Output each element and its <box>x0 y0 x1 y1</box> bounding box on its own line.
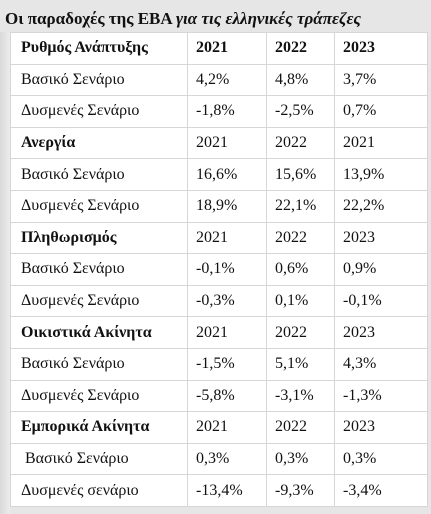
value-cell: 0,1% <box>267 285 335 317</box>
section-header-row <box>11 33 428 65</box>
value-cell: -5,8% <box>188 380 267 412</box>
value-cell: -3,1% <box>267 380 335 412</box>
scenario-label: Δυσμενές Σενάριο <box>11 285 188 317</box>
section-header-row <box>11 412 428 444</box>
value-cell: 0,7% <box>335 96 428 128</box>
table-row <box>11 159 428 191</box>
section-header-row <box>11 127 428 159</box>
scenario-label: Βασικό Σενάριο <box>11 159 188 191</box>
year-cell: 2021 <box>188 317 267 349</box>
table-row <box>11 348 428 380</box>
table-row <box>11 285 428 317</box>
table-row <box>11 64 428 96</box>
section-label: Εμπορικά Ακίνητα <box>11 412 188 444</box>
scenario-label: Δυσμενές Σενάριο <box>11 380 188 412</box>
value-cell: 22,1% <box>267 190 335 222</box>
table-row <box>11 96 428 128</box>
value-cell: -3,4% <box>335 475 428 507</box>
table-row <box>11 190 428 222</box>
value-cell: -13,4% <box>188 475 267 507</box>
value-cell: 0,9% <box>335 254 428 286</box>
year-cell: 2021 <box>188 412 267 444</box>
table-row <box>11 443 428 475</box>
page-left-margin <box>0 32 10 514</box>
scenario-label: Βασικό Σενάριο <box>11 348 188 380</box>
scenario-label: Βασικό Σενάριο <box>11 254 188 286</box>
year-cell: 2023 <box>335 222 428 254</box>
table-row <box>11 380 428 412</box>
value-cell: 3,7% <box>335 64 428 96</box>
section-label: Ρυθμός Ανάπτυξης <box>11 33 188 65</box>
title-italic-part: για τις ελληνικές τράπεζες <box>175 9 361 28</box>
section-header-row <box>11 317 428 349</box>
year-cell: 2022 <box>267 127 335 159</box>
value-cell: -1,8% <box>188 96 267 128</box>
value-cell: 0,3% <box>188 443 267 475</box>
value-cell: 22,2% <box>335 190 428 222</box>
year-cell: 2023 <box>335 317 428 349</box>
value-cell: 15,6% <box>267 159 335 191</box>
value-cell: 4,8% <box>267 64 335 96</box>
year-cell: 2022 <box>267 222 335 254</box>
table-row <box>11 475 428 507</box>
value-cell: 18,9% <box>188 190 267 222</box>
value-cell: 5,1% <box>267 348 335 380</box>
scenario-label: Δυσμενές σενάριο <box>11 475 188 507</box>
value-cell: -2,5% <box>267 96 335 128</box>
value-cell: 4,2% <box>188 64 267 96</box>
value-cell: 0,6% <box>267 254 335 286</box>
year-cell: 2023 <box>335 412 428 444</box>
value-cell: -1,3% <box>335 380 428 412</box>
table-body <box>11 33 428 507</box>
year-cell: 2021 <box>188 222 267 254</box>
value-cell: -0,1% <box>335 285 428 317</box>
table-row <box>11 254 428 286</box>
section-header-row <box>11 222 428 254</box>
value-cell: 0,3% <box>335 443 428 475</box>
year-cell: 2021 <box>335 127 428 159</box>
scenario-label: Δυσμενές Σενάριο <box>11 190 188 222</box>
year-cell: 2023 <box>335 33 428 65</box>
year-cell: 2021 <box>188 33 267 65</box>
eba-assumptions-table <box>10 32 428 507</box>
scenario-label: Βασικό Σενάριο <box>11 64 188 96</box>
scenario-label: Δυσμενές Σενάριο <box>11 96 188 128</box>
value-cell: 16,6% <box>188 159 267 191</box>
value-cell: -1,5% <box>188 348 267 380</box>
year-cell: 2022 <box>267 317 335 349</box>
title-prefix: Οι παραδοχές της ΕΒΑ <box>5 9 176 28</box>
year-cell: 2022 <box>267 33 335 65</box>
value-cell: -9,3% <box>267 475 335 507</box>
section-label: Ανεργία <box>11 127 188 159</box>
year-cell: 2022 <box>267 412 335 444</box>
value-cell: 4,3% <box>335 348 428 380</box>
value-cell: 0,3% <box>267 443 335 475</box>
value-cell: -0,3% <box>188 285 267 317</box>
section-label: Οικιστικά Ακίνητα <box>11 317 188 349</box>
value-cell: 13,9% <box>335 159 428 191</box>
value-cell: -0,1% <box>188 254 267 286</box>
year-cell: 2021 <box>188 127 267 159</box>
page-title <box>5 7 427 31</box>
scenario-label: Βασικό Σενάριο <box>11 443 188 475</box>
section-label: Πληθωρισμός <box>11 222 188 254</box>
